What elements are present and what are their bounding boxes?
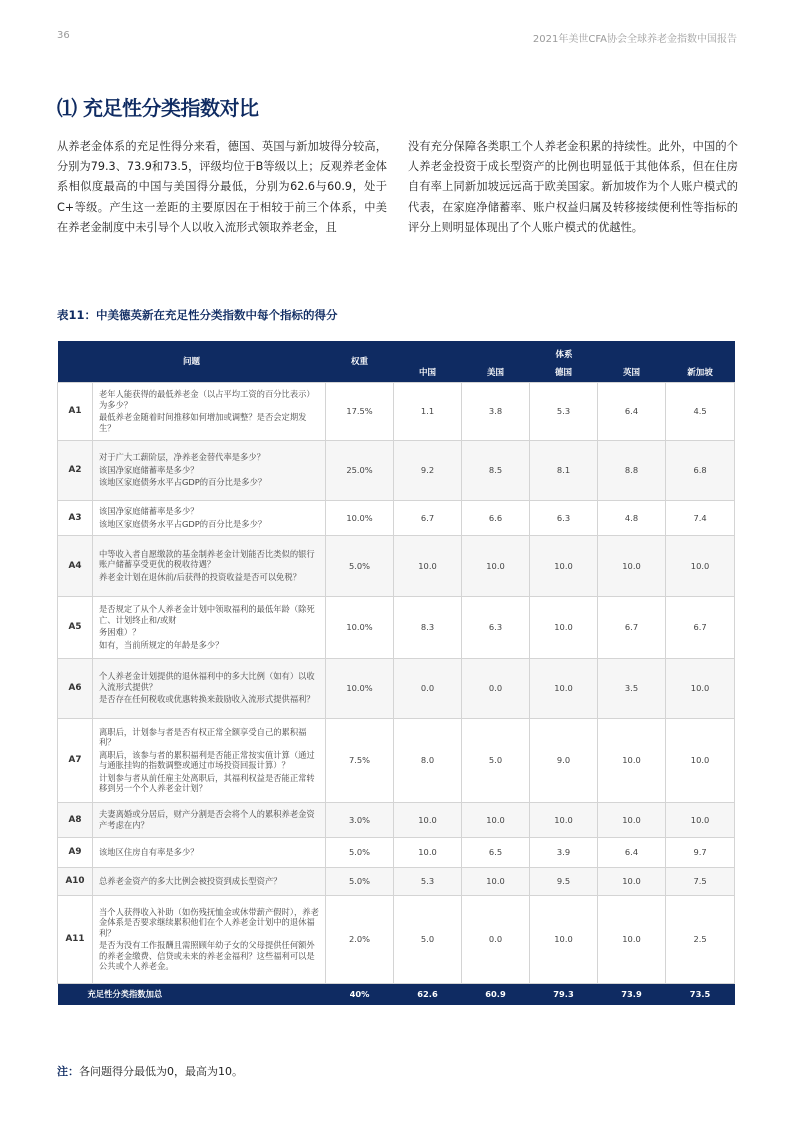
row-score: 1.1 <box>394 382 462 440</box>
row-score: 0.0 <box>462 658 530 718</box>
row-score: 6.7 <box>666 596 735 658</box>
section-title: ⑴ 充足性分类指数对比 <box>57 96 259 120</box>
row-score: 10.0 <box>530 535 598 596</box>
total-score: 73.5 <box>666 983 735 1005</box>
row-score: 8.5 <box>462 440 530 500</box>
row-weight: 3.0% <box>326 802 394 837</box>
row-score: 6.7 <box>394 500 462 535</box>
row-score: 10.0 <box>598 535 666 596</box>
table-row <box>58 867 735 895</box>
question-text: 计划参与者从前任雇主处离职后，其福利权益是否能正常转移到另一个个人养老金计划？ <box>99 772 315 793</box>
row-score: 4.8 <box>598 500 666 535</box>
question-text: 当个人获得收入补助（如伤残抚恤金或休带薪产假时），养老金体系是否要求继续累积他们在个人养老金计划中的退休福利？ <box>99 906 319 938</box>
row-score: 3.8 <box>462 382 530 440</box>
row-weight: 5.0% <box>326 837 394 867</box>
row-id: A11 <box>58 895 93 983</box>
question-text: 该地区家庭债务水平占GDP的百分比是多少？ <box>99 477 267 488</box>
header-system: 体系 <box>394 341 735 362</box>
row-score: 10.0 <box>666 802 735 837</box>
header-weight: 权重 <box>326 341 394 382</box>
row-score: 10.0 <box>394 837 462 867</box>
row-questions <box>93 837 326 867</box>
row-score: 7.4 <box>666 500 735 535</box>
row-score: 10.0 <box>666 718 735 802</box>
row-questions <box>93 535 326 596</box>
row-score: 9.7 <box>666 837 735 867</box>
table-row <box>58 837 735 867</box>
table-note <box>57 1063 243 1079</box>
question-text: 养老金计划在退休前/后获得的投资收益是否可以免税？ <box>99 571 301 582</box>
total-score: 60.9 <box>462 983 530 1005</box>
row-score: 10.0 <box>462 867 530 895</box>
row-score: 6.7 <box>598 596 666 658</box>
row-weight: 7.5% <box>326 718 394 802</box>
row-score: 10.0 <box>666 658 735 718</box>
row-id: A2 <box>58 440 93 500</box>
row-score: 9.2 <box>394 440 462 500</box>
question-text: 该国净家庭储蓄率是多少？ <box>99 464 199 475</box>
table-row <box>58 895 735 983</box>
total-weight: 40% <box>326 983 394 1005</box>
question-text: 个人养老金计划提供的退休福利中的多大比例（如有）以收入流形式提供？ <box>99 671 315 692</box>
row-score: 5.0 <box>462 718 530 802</box>
row-questions <box>93 440 326 500</box>
question-text: 是否为没有工作报酬且需照顾年幼子女的父母提供任何额外的养老金缴费、信贷或未来的养老金福利？这些福利可以是公共或个人养老金。 <box>99 940 315 971</box>
row-questions <box>93 500 326 535</box>
row-score: 6.3 <box>462 596 530 658</box>
row-questions <box>93 802 326 837</box>
row-weight: 17.5% <box>326 382 394 440</box>
table-row <box>58 596 735 658</box>
table-row <box>58 718 735 802</box>
row-score: 9.5 <box>530 867 598 895</box>
row-weight: 2.0% <box>326 895 394 983</box>
row-id: A9 <box>58 837 93 867</box>
row-score: 10.0 <box>530 658 598 718</box>
header-country: 中国 <box>394 362 462 382</box>
question-text: 是否存在任何税收或优惠转换来鼓励收入流形式提供福利？ <box>99 694 315 705</box>
question-text: 中等收入者自愿缴款的基金制养老金计划能否比类似的银行账户储蓄享受更优的税收待遇？ <box>99 548 315 570</box>
row-id: A7 <box>58 718 93 802</box>
row-score: 0.0 <box>462 895 530 983</box>
row-questions <box>93 382 326 440</box>
header-country: 德国 <box>530 362 598 382</box>
total-score: 62.6 <box>394 983 462 1005</box>
row-score: 10.0 <box>598 718 666 802</box>
row-score: 5.0 <box>394 895 462 983</box>
total-label: 充足性分类指数加总 <box>58 983 326 1005</box>
row-id: A10 <box>58 867 93 895</box>
row-questions <box>93 718 326 802</box>
header-country: 美国 <box>462 362 530 382</box>
page-number: 36 <box>57 30 70 41</box>
row-score: 10.0 <box>530 802 598 837</box>
row-score: 8.3 <box>394 596 462 658</box>
row-score: 10.0 <box>598 895 666 983</box>
table-row <box>58 440 735 500</box>
row-id: A6 <box>58 658 93 718</box>
row-score: 10.0 <box>530 596 598 658</box>
row-score: 10.0 <box>598 867 666 895</box>
row-score: 6.8 <box>666 440 735 500</box>
row-score: 10.0 <box>394 802 462 837</box>
row-score: 3.5 <box>598 658 666 718</box>
row-score: 4.5 <box>666 382 735 440</box>
question-text: 总养老金资产的多大比例会被投资到成长型资产？ <box>99 875 282 886</box>
row-score: 10.0 <box>462 802 530 837</box>
total-score: 73.9 <box>598 983 666 1005</box>
row-score: 5.3 <box>394 867 462 895</box>
row-weight: 25.0% <box>326 440 394 500</box>
row-id: A5 <box>58 596 93 658</box>
table-title: 表11：中美德英新在充足性分类指数中每个指标的得分 <box>57 308 338 322</box>
paragraph-left: 从养老金体系的充足性得分来看，德国、英国与新加坡得分较高，分别为79.3、73.9和73.5，评级均位于B等级以上；反观养老金体系相似度最高的中国与美国得分最低，分别为62.6与60.9，处于C+等级。产生这一差距的主要原因在于相较于前三个体系，中美在养老金制度中未引导个人以收入流形式领取养老金，且 <box>57 140 387 234</box>
scores-table <box>57 341 735 1005</box>
total-score: 79.3 <box>530 983 598 1005</box>
row-score: 10.0 <box>462 535 530 596</box>
row-weight: 10.0% <box>326 500 394 535</box>
row-weight: 5.0% <box>326 535 394 596</box>
question-text: 务困难）？ <box>99 627 141 637</box>
header-country: 新加坡 <box>666 362 735 382</box>
row-score: 6.4 <box>598 382 666 440</box>
row-score: 10.0 <box>598 802 666 837</box>
question-text: 离职后，该参与者的累积福利是否能正常按实值计算（通过与通胀挂钩的指数调整或通过市场投资回报计算）？ <box>99 749 315 770</box>
question-text: 如有，当前所规定的年龄是多少？ <box>99 639 224 650</box>
question-text: 夫妻离婚或分居后，财产分割是否会将个人的累积养老金资产考虑在内？ <box>99 809 315 830</box>
row-id: A8 <box>58 802 93 837</box>
row-score: 10.0 <box>394 535 462 596</box>
row-id: A3 <box>58 500 93 535</box>
row-score: 6.6 <box>462 500 530 535</box>
row-score: 0.0 <box>394 658 462 718</box>
table-row <box>58 535 735 596</box>
note-label: 注： <box>57 1065 79 1078</box>
total-row <box>58 983 735 1005</box>
row-score: 8.8 <box>598 440 666 500</box>
row-score: 5.3 <box>530 382 598 440</box>
row-score: 7.5 <box>666 867 735 895</box>
row-id: A4 <box>58 535 93 596</box>
row-score: 2.5 <box>666 895 735 983</box>
row-score: 6.3 <box>530 500 598 535</box>
row-questions <box>93 596 326 658</box>
note-text: 各问题得分最低为0，最高为10。 <box>79 1065 243 1078</box>
question-text: 老年人能获得的最低养老金（以占平均工资的百分比表示）为多少？ <box>99 389 315 410</box>
row-score: 3.9 <box>530 837 598 867</box>
row-score: 6.5 <box>462 837 530 867</box>
report-title: 2021年美世CFA协会全球养老金指数中国报告 <box>532 34 737 45</box>
question-text: 离职后，计划参与者是否有权正常全额享受自己的累积福利？ <box>99 726 307 747</box>
row-score: 8.1 <box>530 440 598 500</box>
row-weight: 10.0% <box>326 658 394 718</box>
question-text: 对于广大工薪阶层，净养老金替代率是多少？ <box>99 452 265 463</box>
row-id: A1 <box>58 382 93 440</box>
question-text: 该地区家庭债务水平占GDP的百分比是多少？ <box>99 518 267 529</box>
row-questions <box>93 658 326 718</box>
header-question: 问题 <box>58 341 326 382</box>
question-text: 该国净家庭储蓄率是多少？ <box>99 506 199 516</box>
header-country: 英国 <box>598 362 666 382</box>
row-questions <box>93 895 326 983</box>
row-weight: 10.0% <box>326 596 394 658</box>
row-score: 8.0 <box>394 718 462 802</box>
row-questions <box>93 867 326 895</box>
table-row <box>58 382 735 440</box>
row-score: 10.0 <box>530 895 598 983</box>
table-row <box>58 500 735 535</box>
row-score: 9.0 <box>530 718 598 802</box>
row-score: 6.4 <box>598 837 666 867</box>
question-text: 最低养老金随着时间推移如何增加或调整？是否会定期发生？ <box>99 412 307 433</box>
table-row <box>58 658 735 718</box>
question-text: 该地区住房自有率是多少？ <box>99 846 199 857</box>
row-score: 10.0 <box>666 535 735 596</box>
table-row <box>58 802 735 837</box>
question-text: 是否规定了从个人养老金计划中领取福利的最低年龄（除死亡、计划终止和/或财 <box>99 604 315 625</box>
paragraph-right: 没有充分保障各类职工个人养老金积累的持续性。此外，中国的个人养老金投资于成长型资产的比例也明显低于其他体系，但在住房自有率上同新加坡远远高于欧美国家。新加坡作为个人账户模式的代表，在家庭净储蓄率、账户权益归属及转移接续便利性等指标的评分上则明显体现出了个人账户模式的优越性。 <box>408 140 738 234</box>
row-weight: 5.0% <box>326 867 394 895</box>
